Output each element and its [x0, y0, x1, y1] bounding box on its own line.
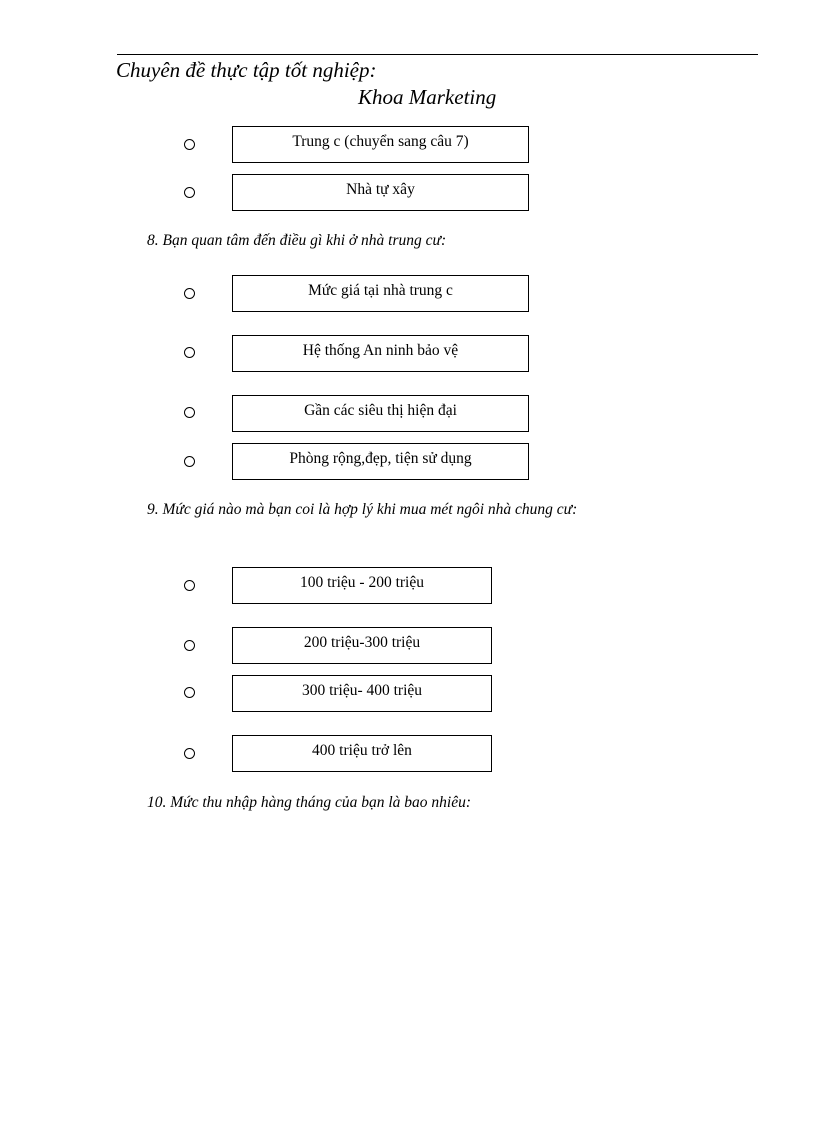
answer-option: Phòng rộng,đẹp, tiện sử dụng [232, 443, 529, 480]
radio-option[interactable] [184, 580, 195, 591]
radio-option[interactable] [184, 347, 195, 358]
answer-option: 200 triệu-300 triệu [232, 627, 492, 664]
header-rule [117, 54, 758, 55]
answer-option: 300 triệu- 400 triệu [232, 675, 492, 712]
answer-option: Nhà tự xây [232, 174, 529, 211]
answer-option: Gần các siêu thị hiện đại [232, 395, 529, 432]
faculty-name: Khoa Marketing [358, 85, 497, 109]
question-10: 10. Mức thu nhập hàng tháng của bạn là bao nhiêu: [147, 794, 472, 811]
document-title: Chuyên đề thực tập tốt nghiệp: [116, 58, 377, 82]
radio-option[interactable] [184, 456, 195, 467]
radio-option[interactable] [184, 748, 195, 759]
answer-option: Mức giá tại nhà trung c [232, 275, 529, 312]
radio-option[interactable] [184, 187, 195, 198]
radio-option[interactable] [184, 640, 195, 651]
radio-option[interactable] [184, 288, 195, 299]
answer-option: 400 triệu trở lên [232, 735, 492, 772]
answer-option: Trung c (chuyển sang câu 7) [232, 126, 529, 163]
answer-option: Hệ thống An ninh bảo vệ [232, 335, 529, 372]
question-8: 8. Bạn quan tâm đến điều gì khi ở nhà trung cư: [147, 232, 447, 249]
question-9: 9. Mức giá nào mà bạn coi là hợp lý khi mua mét ngôi nhà chung cư: [147, 501, 578, 518]
radio-option[interactable] [184, 407, 195, 418]
radio-option[interactable] [184, 139, 195, 150]
radio-option[interactable] [184, 687, 195, 698]
answer-option: 100 triệu - 200 triệu [232, 567, 492, 604]
